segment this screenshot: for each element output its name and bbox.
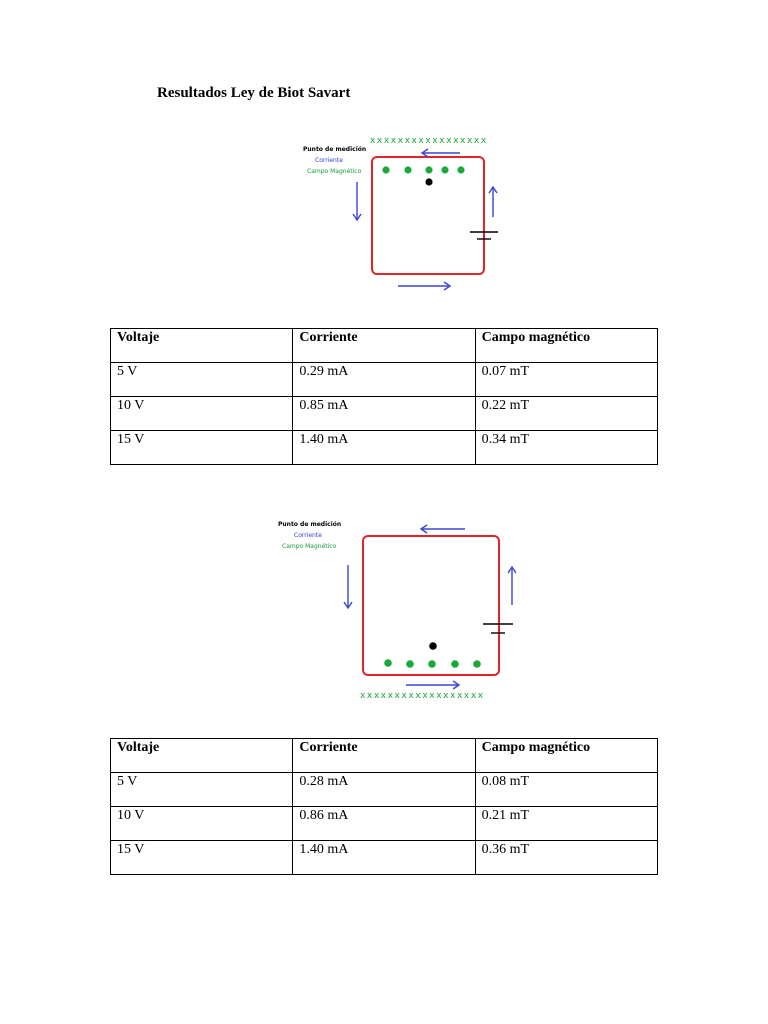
diagram-legend xyxy=(278,519,341,552)
current-arrow-right xyxy=(508,567,516,605)
legend-current: Corriente xyxy=(315,157,343,164)
cell-voltage: 5 V xyxy=(111,773,293,807)
current-loop xyxy=(363,536,499,675)
table-row xyxy=(111,841,658,875)
cell-field: 0.34 mT xyxy=(475,431,657,465)
table-row xyxy=(111,807,658,841)
cell-field: 0.08 mT xyxy=(475,773,657,807)
field-x-marks: xxxxxxxxxxxxxxxxx xyxy=(370,136,488,146)
current-arrow-top xyxy=(422,149,460,157)
table-row xyxy=(111,397,658,431)
diagram-legend xyxy=(303,144,366,177)
header-voltage: Voltaje xyxy=(111,329,293,363)
cell-voltage: 5 V xyxy=(111,363,293,397)
table-header-row xyxy=(111,739,658,773)
measurement-point xyxy=(425,178,432,185)
header-current: Corriente xyxy=(293,739,475,773)
table-row xyxy=(111,363,658,397)
legend-field: Campo Magnético xyxy=(307,168,362,175)
measurement-point xyxy=(429,642,437,650)
results-table-1 xyxy=(110,328,658,465)
current-arrow-right xyxy=(489,187,497,217)
field-dots xyxy=(382,166,464,173)
current-loop xyxy=(372,157,484,274)
cell-field: 0.36 mT xyxy=(475,841,657,875)
current-arrow-top xyxy=(421,525,465,533)
table-header-row xyxy=(111,329,658,363)
header-field: Campo magnético xyxy=(475,329,657,363)
header-current: Corriente xyxy=(293,329,475,363)
legend-field: Campo Magnético xyxy=(282,543,337,550)
cell-field: 0.07 mT xyxy=(475,363,657,397)
circuit-diagram-1 xyxy=(300,130,510,305)
cell-current: 0.29 mA xyxy=(293,363,475,397)
cell-voltage: 10 V xyxy=(111,397,293,431)
legend-measure-point: Punto de medición xyxy=(278,521,342,528)
cell-current: 1.40 mA xyxy=(293,841,475,875)
header-field: Campo magnético xyxy=(475,739,657,773)
current-arrow-bottom xyxy=(406,681,459,689)
legend-measure-point: Punto de medición xyxy=(303,146,367,153)
table-row xyxy=(111,431,658,465)
table-row xyxy=(111,773,658,807)
current-arrow-left xyxy=(353,182,361,220)
cell-voltage: 15 V xyxy=(111,431,293,465)
cell-current: 1.40 mA xyxy=(293,431,475,465)
current-arrow-left xyxy=(344,565,352,608)
circuit-diagram-2 xyxy=(275,515,535,710)
legend-current: Corriente xyxy=(294,532,322,539)
cell-voltage: 15 V xyxy=(111,841,293,875)
cell-current: 0.28 mA xyxy=(293,773,475,807)
field-dots xyxy=(384,659,481,668)
document-title: Resultados Ley de Biot Savart xyxy=(157,85,351,101)
cell-voltage: 10 V xyxy=(111,807,293,841)
cell-field: 0.22 mT xyxy=(475,397,657,431)
current-arrow-bottom xyxy=(398,282,450,290)
field-x-marks: xxxxxxxxxxxxxxxxxx xyxy=(360,691,485,701)
header-voltage: Voltaje xyxy=(111,739,293,773)
cell-current: 0.86 mA xyxy=(293,807,475,841)
cell-field: 0.21 mT xyxy=(475,807,657,841)
cell-current: 0.85 mA xyxy=(293,397,475,431)
results-table-2 xyxy=(110,738,658,875)
